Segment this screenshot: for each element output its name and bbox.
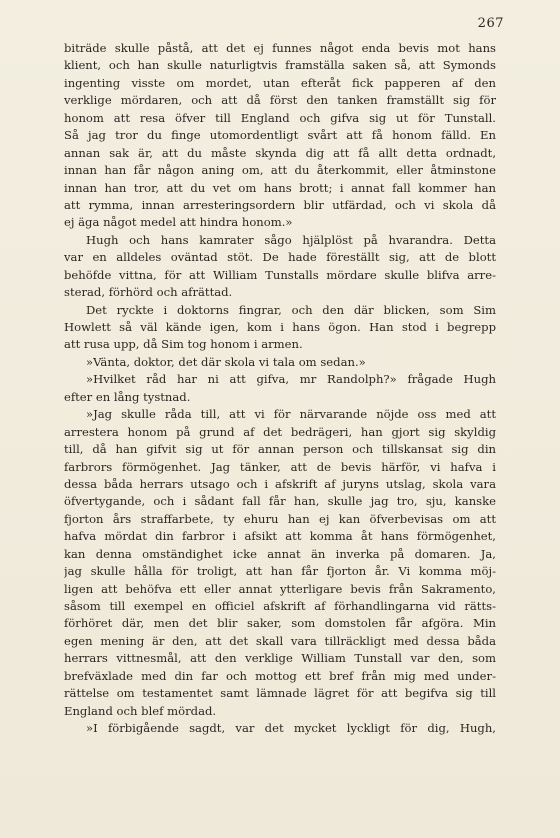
- text-line: öfvertygande, och i sådant fall får han, skulle jag tro, sju, kanske: [64, 494, 496, 509]
- text-line: att rusa upp, då Sim tog honom i armen.: [64, 337, 303, 352]
- text-line: innan han får någon aning om, att du återkommit, eller åtminstone: [64, 163, 496, 178]
- text-line: herrars vittnesmål, att den verklige William Tunstall var den, som: [64, 651, 496, 666]
- text-line: kan denna omständighet icke annat än inverka på domaren. Ja,: [64, 546, 496, 561]
- text-line: annan sak är, att du måste skynda dig att få allt detta ordnadt,: [64, 145, 496, 160]
- text-line: såsom till exempel en officiel afskrift af förhandlingarna vid rätts-: [64, 599, 496, 613]
- text-line: innan han tror, att du vet om hans brott; i annat fall kommer han: [64, 180, 496, 195]
- text-line: efter en lång tystnad.: [64, 389, 191, 404]
- text-line: fjorton års straffarbete, ty ehuru han ej kan öfverbevisas om att: [64, 511, 496, 526]
- text-line: ingenting visste om mordet, utan efteråt fick papperen af den: [64, 75, 496, 90]
- text-line: förhöret där, men det blir saker, som domstolen får afgöra. Min: [64, 616, 496, 631]
- text-line: Det ryckte i doktorns fingrar, och den där blicken, som Sim: [86, 302, 496, 317]
- text-line: var en alldeles oväntad stöt. De hade föreställt sig, att de blott: [64, 250, 496, 265]
- text-line: egen mening är den, att det skall vara tillräckligt med dessa båda: [64, 633, 496, 648]
- text-line: klient, och han skulle naturligtvis framställa saken så, att Symonds: [64, 58, 496, 73]
- text-line: »Vänta, doktor, det där skola vi tala om sedan.»: [86, 354, 366, 369]
- text-line: Så jag tror du finge utomordentligt svårt att få honom fälld. En: [64, 128, 496, 143]
- text-line: brefväxlade med din far och mottog ett bref från mig med under-: [64, 668, 496, 683]
- text-line: verklige mördaren, och att då först den tanken framställt sig för: [64, 93, 496, 108]
- text-line: »I förbigående sagdt, var det mycket lyckligt för dig, Hugh,: [86, 721, 496, 736]
- body-text: [64, 40, 496, 738]
- text-line: Hugh och hans kamrater sågo hjälplöst på hvarandra. Detta: [86, 232, 496, 247]
- text-line: honom att resa öfver till England och gifva sig ut för Tunstall.: [64, 110, 496, 125]
- text-line: jag skulle hålla för troligt, att han får fjorton år. Vi komma möj-: [64, 564, 496, 579]
- text-line: ligen att behöfva ett eller annat ytterligare bevis från Sakramento,: [64, 581, 496, 596]
- text-line: att rymma, innan arresteringsordern blir utfärdad, och vi skola då: [64, 197, 496, 212]
- text-line: dessa båda herrars utsago och i afskrift af juryns utslag, skola vara: [64, 476, 496, 491]
- page-number: 267: [477, 16, 504, 31]
- text-line: arrestera honom på grund af det bedrägeri, han gjort sig skyldig: [64, 424, 496, 439]
- text-line: till, då han gifvit sig ut för annan person och tillskansat sig din: [64, 442, 496, 457]
- text-line: »Hvilket råd har ni att gifva, mr Randolph?» frågade Hugh: [86, 372, 496, 387]
- text-line: Howlett så väl kände igen, kom i hans ögon. Han stod i begrepp: [64, 320, 496, 334]
- text-line: farbrors förmögenhet. Jag tänker, att de bevis härför, vi hafva i: [64, 459, 496, 474]
- text-line: rättelse om testamentet samt lämnade lägret för att begifva sig till: [64, 686, 496, 701]
- text-line: biträde skulle påstå, att det ej funnes något enda bevis mot hans: [64, 41, 496, 55]
- text-line: hafva mördat din farbror i afsikt att komma åt hans förmögenhet,: [64, 529, 496, 544]
- text-line: »Jag skulle råda till, att vi för närvarande nöjde oss med att: [86, 407, 496, 422]
- text-line: ej äga något medel att hindra honom.»: [64, 215, 293, 230]
- text-line: behöfde vittna, för att William Tunstalls mördare skulle blifva arre-: [64, 267, 496, 282]
- text-line: sterad, förhörd och afrättad.: [64, 285, 233, 300]
- text-line: England och blef mördad.: [64, 703, 217, 718]
